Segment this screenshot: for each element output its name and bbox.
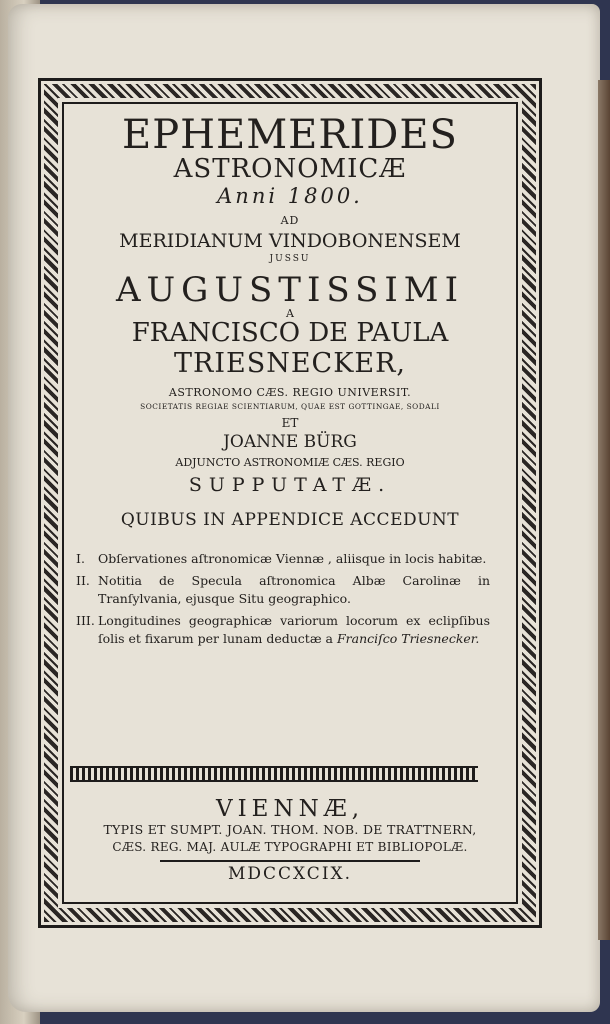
coauthor-name: JOANNE BÜRG [223,432,357,452]
list-item-text: Notitia de Specula aſtronomica Albæ Carolinæ in Tranſylvania, ejusque Situ geographico. [98,573,490,606]
main-title: EPHEMERIDES [122,112,458,158]
author-surname: TRIESNECKER, [174,348,406,379]
ornamental-rule [70,766,478,782]
meridian-line: MERIDIANUM VINDOBONENSEM [119,230,461,252]
coauthor-title: ADJUNCTO ASTRONOMIÆ CÆS. REGIO [175,456,405,469]
author-title: ASTRONOMO CÆS. REGIO UNIVERSIT. [168,386,412,399]
augustissimi-line: AUGUSTISSIMI [115,270,465,310]
list-item [76,572,490,608]
publication-date: MDCCXCIX. [227,864,353,884]
a-word: A [286,307,294,320]
et-word: ET [281,416,299,430]
list-item-number: I. [76,551,85,566]
list-item-text: Obſervationes aſtronomicæ Viennæ , aliisque in locis habitæ. [98,551,487,566]
subtitle: ASTRONOMICÆ [173,154,407,184]
book-cover-edge [598,80,610,940]
ad-word: AD [280,214,300,227]
list-item [76,612,490,648]
year-line: Anni 1800. [217,184,363,208]
appendix-list [76,550,490,652]
imprint-printer: TYPIS ET SUMPT. JOAN. THOM. NOB. DE TRATTNERN, [103,822,477,837]
author-first-name: FRANCISCO DE PAULA [131,318,449,348]
jussu-word: JUSSU [269,254,311,264]
divider-rule [160,860,420,862]
appendix-heading: QUIBUS IN APPENDICE ACCEDUNT [120,510,460,530]
list-item-text: Longitudines geographicæ variorum locorum ex eclipſibus ſolis et fixarum per lunam deductæ a [98,613,490,646]
imprint-city: VIENNÆ, [215,796,365,822]
list-item [76,550,490,568]
imprint-printer-title: CÆS. REG. MAJ. AULÆ TYPOGRAPHI ET BIBLIOPOLÆ. [112,840,468,854]
list-item-italic-name: Franciſco Triesnecker. [336,631,480,646]
supputatae-line: SUPPUTATÆ. [188,474,392,496]
list-item-number: II. [76,573,90,588]
list-item-number: III. [76,613,95,628]
society-line: SOCIETATIS REGIAE SCIENTIARUM, QUAE EST GOTTINGAE, SODALI [140,402,440,411]
list-item-text-wrap [98,612,490,648]
